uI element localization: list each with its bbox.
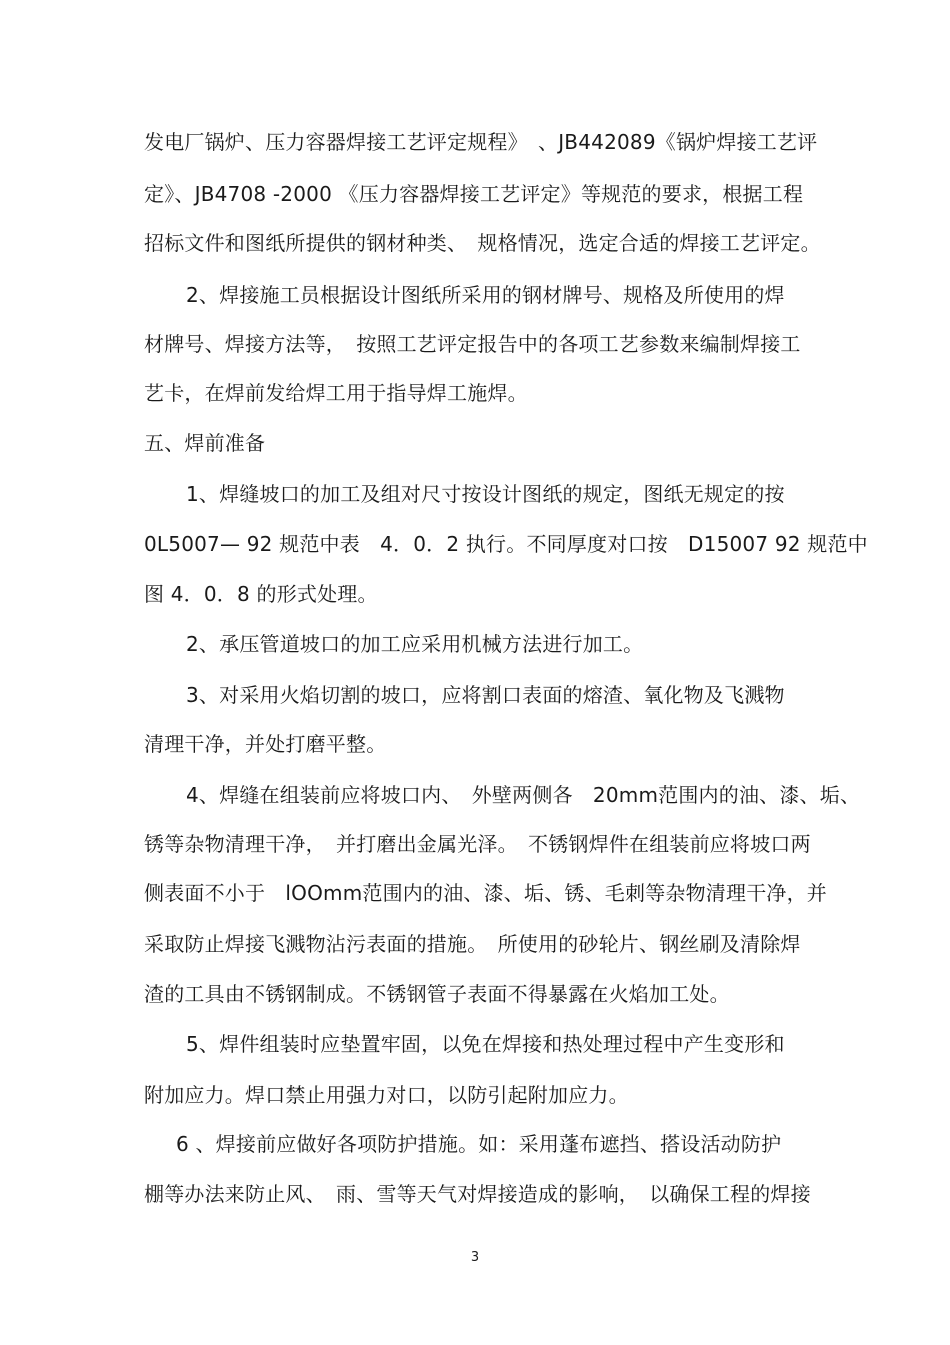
text-line: 定》、JB4708 -2000 《压力容器焊接工艺评定》等规范的要求，根据工程 <box>144 182 804 206</box>
text-line: 2、焊接施工员根据设计图纸所采用的钢材牌号、规格及所使用的焊 <box>186 283 785 307</box>
text-line: 5、焊件组装时应垫置牢固，以免在焊接和热处理过程中产生变形和 <box>186 1032 785 1056</box>
text-line: 附加应力。焊口禁止用强力对口，以防引起附加应力。 <box>144 1083 629 1107</box>
text-line: 锈等杂物清理干净， 并打磨出金属光泽。 不锈钢焊件在组装前应将坡口两 <box>144 832 811 856</box>
text-line: 侧表面不小于 lOOmm范围内的油、漆、垢、锈、毛刺等杂物清理干净，并 <box>144 881 828 905</box>
text-line: 棚等办法来防止风、 雨、雪等天气对焊接造成的影响， 以确保工程的焊接 <box>144 1182 811 1206</box>
text-line: 发电厂锅炉、压力容器焊接工艺评定规程》 、JB442089《锅炉焊接工艺评 <box>144 130 818 154</box>
text-line: 图 4．0．8 的形式处理。 <box>144 582 378 606</box>
text-line: 6 、焊接前应做好各项防护措施。如：采用蓬布遮挡、搭设活动防护 <box>176 1132 782 1156</box>
page-number: 3 <box>470 1250 480 1265</box>
text-line: 4、焊缝在组装前应将坡口内、 外壁两侧各 20mm范围内的油、漆、垢、 <box>186 783 861 807</box>
text-line: 2、承压管道坡口的加工应采用机械方法进行加工。 <box>186 632 644 656</box>
text-line: 1、焊缝坡口的加工及组对尺寸按设计图纸的规定，图纸无规定的按 <box>186 482 785 506</box>
text-line: 招标文件和图纸所提供的钢材种类、 规格情况，选定合适的焊接工艺评定。 <box>144 231 821 255</box>
text-line: 艺卡，在焊前发给焊工用于指导焊工施焊。 <box>144 381 528 405</box>
text-line: 清理干净，并处打磨平整。 <box>144 732 387 756</box>
text-line: 采取防止焊接飞溅物沾污表面的措施。 所使用的砂轮片、钢丝刷及清除焊 <box>144 932 801 956</box>
text-line: 3、对采用火焰切割的坡口，应将割口表面的熔渣、氧化物及飞溅物 <box>186 683 785 707</box>
text-line: 渣的工具由不锈钢制成。不锈钢管子表面不得暴露在火焰加工处。 <box>144 982 730 1006</box>
text-line: 0L5007— 92 规范中表 4．0．2 执行。不同厚度对口按 D15007 92 规范中 <box>144 532 868 556</box>
section-heading: 五、焊前准备 <box>144 431 266 455</box>
text-line: 材牌号、焊接方法等， 按照工艺评定报告中的各项工艺参数来编制焊接工 <box>144 332 801 356</box>
